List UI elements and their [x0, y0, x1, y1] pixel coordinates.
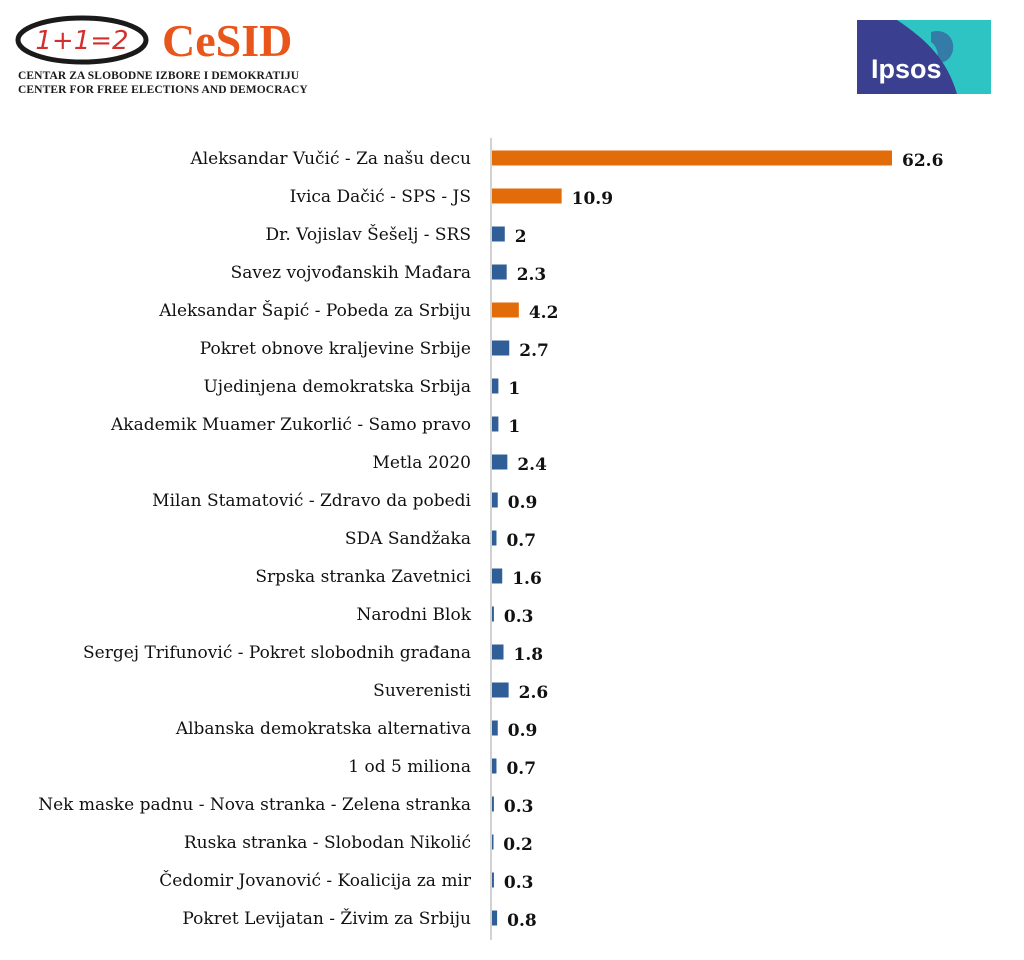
value-label: 0.7 — [506, 759, 537, 779]
bar — [492, 189, 562, 204]
category-label: Akademik Muamer Zukorlić - Samo pravo — [110, 415, 471, 435]
value-label: 2.6 — [518, 683, 549, 703]
category-label: Dr. Vojislav Šešelj - SRS — [265, 225, 471, 245]
cesid-badge-icon — [12, 12, 162, 72]
bar — [492, 531, 496, 546]
category-label: Čedomir Jovanović - Koalicija za mir — [159, 871, 471, 891]
value-label: 10.9 — [571, 189, 614, 209]
bar — [492, 645, 504, 660]
category-label: Ujedinjena demokratska Srbija — [203, 377, 471, 397]
cesid-badge-text: 1+1=2 — [35, 26, 129, 56]
category-label: Nek maske padnu - Nova stranka - Zelena stranka — [38, 795, 471, 815]
value-label: 2.7 — [519, 341, 549, 361]
value-label: 0.3 — [503, 873, 534, 893]
category-label: Pokret obnove kraljevine Srbije — [199, 339, 471, 359]
ipsos-logo — [857, 20, 991, 94]
category-label: Albanska demokratska alternativa — [175, 719, 471, 739]
bar-chart — [0, 130, 1024, 950]
bar — [492, 569, 502, 584]
category-label: Metla 2020 — [372, 453, 471, 473]
bar — [492, 873, 494, 888]
cesid-subtitle-en: CENTER FOR FREE ELECTIONS AND DEMOCRACY — [18, 84, 308, 96]
category-label: Ruska stranka - Slobodan Nikolić — [183, 833, 471, 853]
category-label: Narodni Blok — [356, 605, 471, 625]
bar — [492, 835, 494, 850]
bar — [492, 797, 494, 812]
value-label: 0.3 — [503, 607, 534, 627]
category-label: Srpska stranka Zavetnici — [255, 567, 471, 587]
bar — [492, 683, 509, 698]
category-label: Pokret Levijatan - Živim za Srbiju — [182, 909, 471, 929]
bar — [492, 303, 519, 318]
value-label: 4.2 — [528, 303, 559, 323]
value-label: 2 — [514, 227, 527, 247]
bar-chart-svg — [0, 130, 1024, 950]
value-label: 1 — [508, 379, 521, 399]
bar — [492, 379, 498, 394]
value-label: 0.9 — [507, 493, 538, 513]
cesid-logo — [12, 12, 332, 98]
category-label: Suverenisti — [373, 681, 471, 701]
category-label: SDA Sandžaka — [344, 529, 471, 549]
value-label: 1.8 — [513, 645, 544, 665]
category-label: Aleksandar Šapić - Pobeda za Srbiju — [159, 301, 471, 321]
category-label: Aleksandar Vučić - Za našu decu — [190, 149, 471, 169]
bar — [492, 265, 507, 280]
value-label: 1.6 — [512, 569, 542, 589]
value-label: 0.9 — [507, 721, 538, 741]
category-label: Milan Stamatović - Zdravo da pobedi — [152, 491, 471, 511]
category-label: 1 od 5 miliona — [348, 757, 471, 777]
bar — [492, 607, 494, 622]
value-label: 2.3 — [516, 265, 547, 285]
value-label: 0.8 — [507, 911, 537, 931]
value-label: 62.6 — [902, 151, 944, 171]
value-label: 0.7 — [506, 531, 537, 551]
category-label: Sergej Trifunović - Pokret slobodnih građana — [83, 643, 471, 663]
cesid-name: CeSID — [162, 15, 293, 66]
value-label: 0.3 — [503, 797, 534, 817]
bar — [492, 227, 505, 242]
category-label: Savez vojvođanskih Mađara — [230, 263, 471, 283]
category-label: Ivica Dačić - SPS - JS — [289, 187, 471, 207]
bar — [492, 493, 498, 508]
value-label: 2.4 — [517, 455, 547, 475]
bar — [492, 417, 498, 432]
bar — [492, 341, 509, 356]
cesid-subtitle-sr: CENTAR ZA SLOBODNE IZBORE I DEMOKRATIJU — [18, 70, 300, 82]
ipsos-name: Ipsos — [871, 54, 942, 84]
value-label: 0.2 — [503, 835, 533, 855]
bar — [492, 759, 496, 774]
value-label: 1 — [508, 417, 521, 437]
bar — [492, 911, 497, 926]
bar — [492, 151, 892, 166]
bar — [492, 455, 507, 470]
bar — [492, 721, 498, 736]
